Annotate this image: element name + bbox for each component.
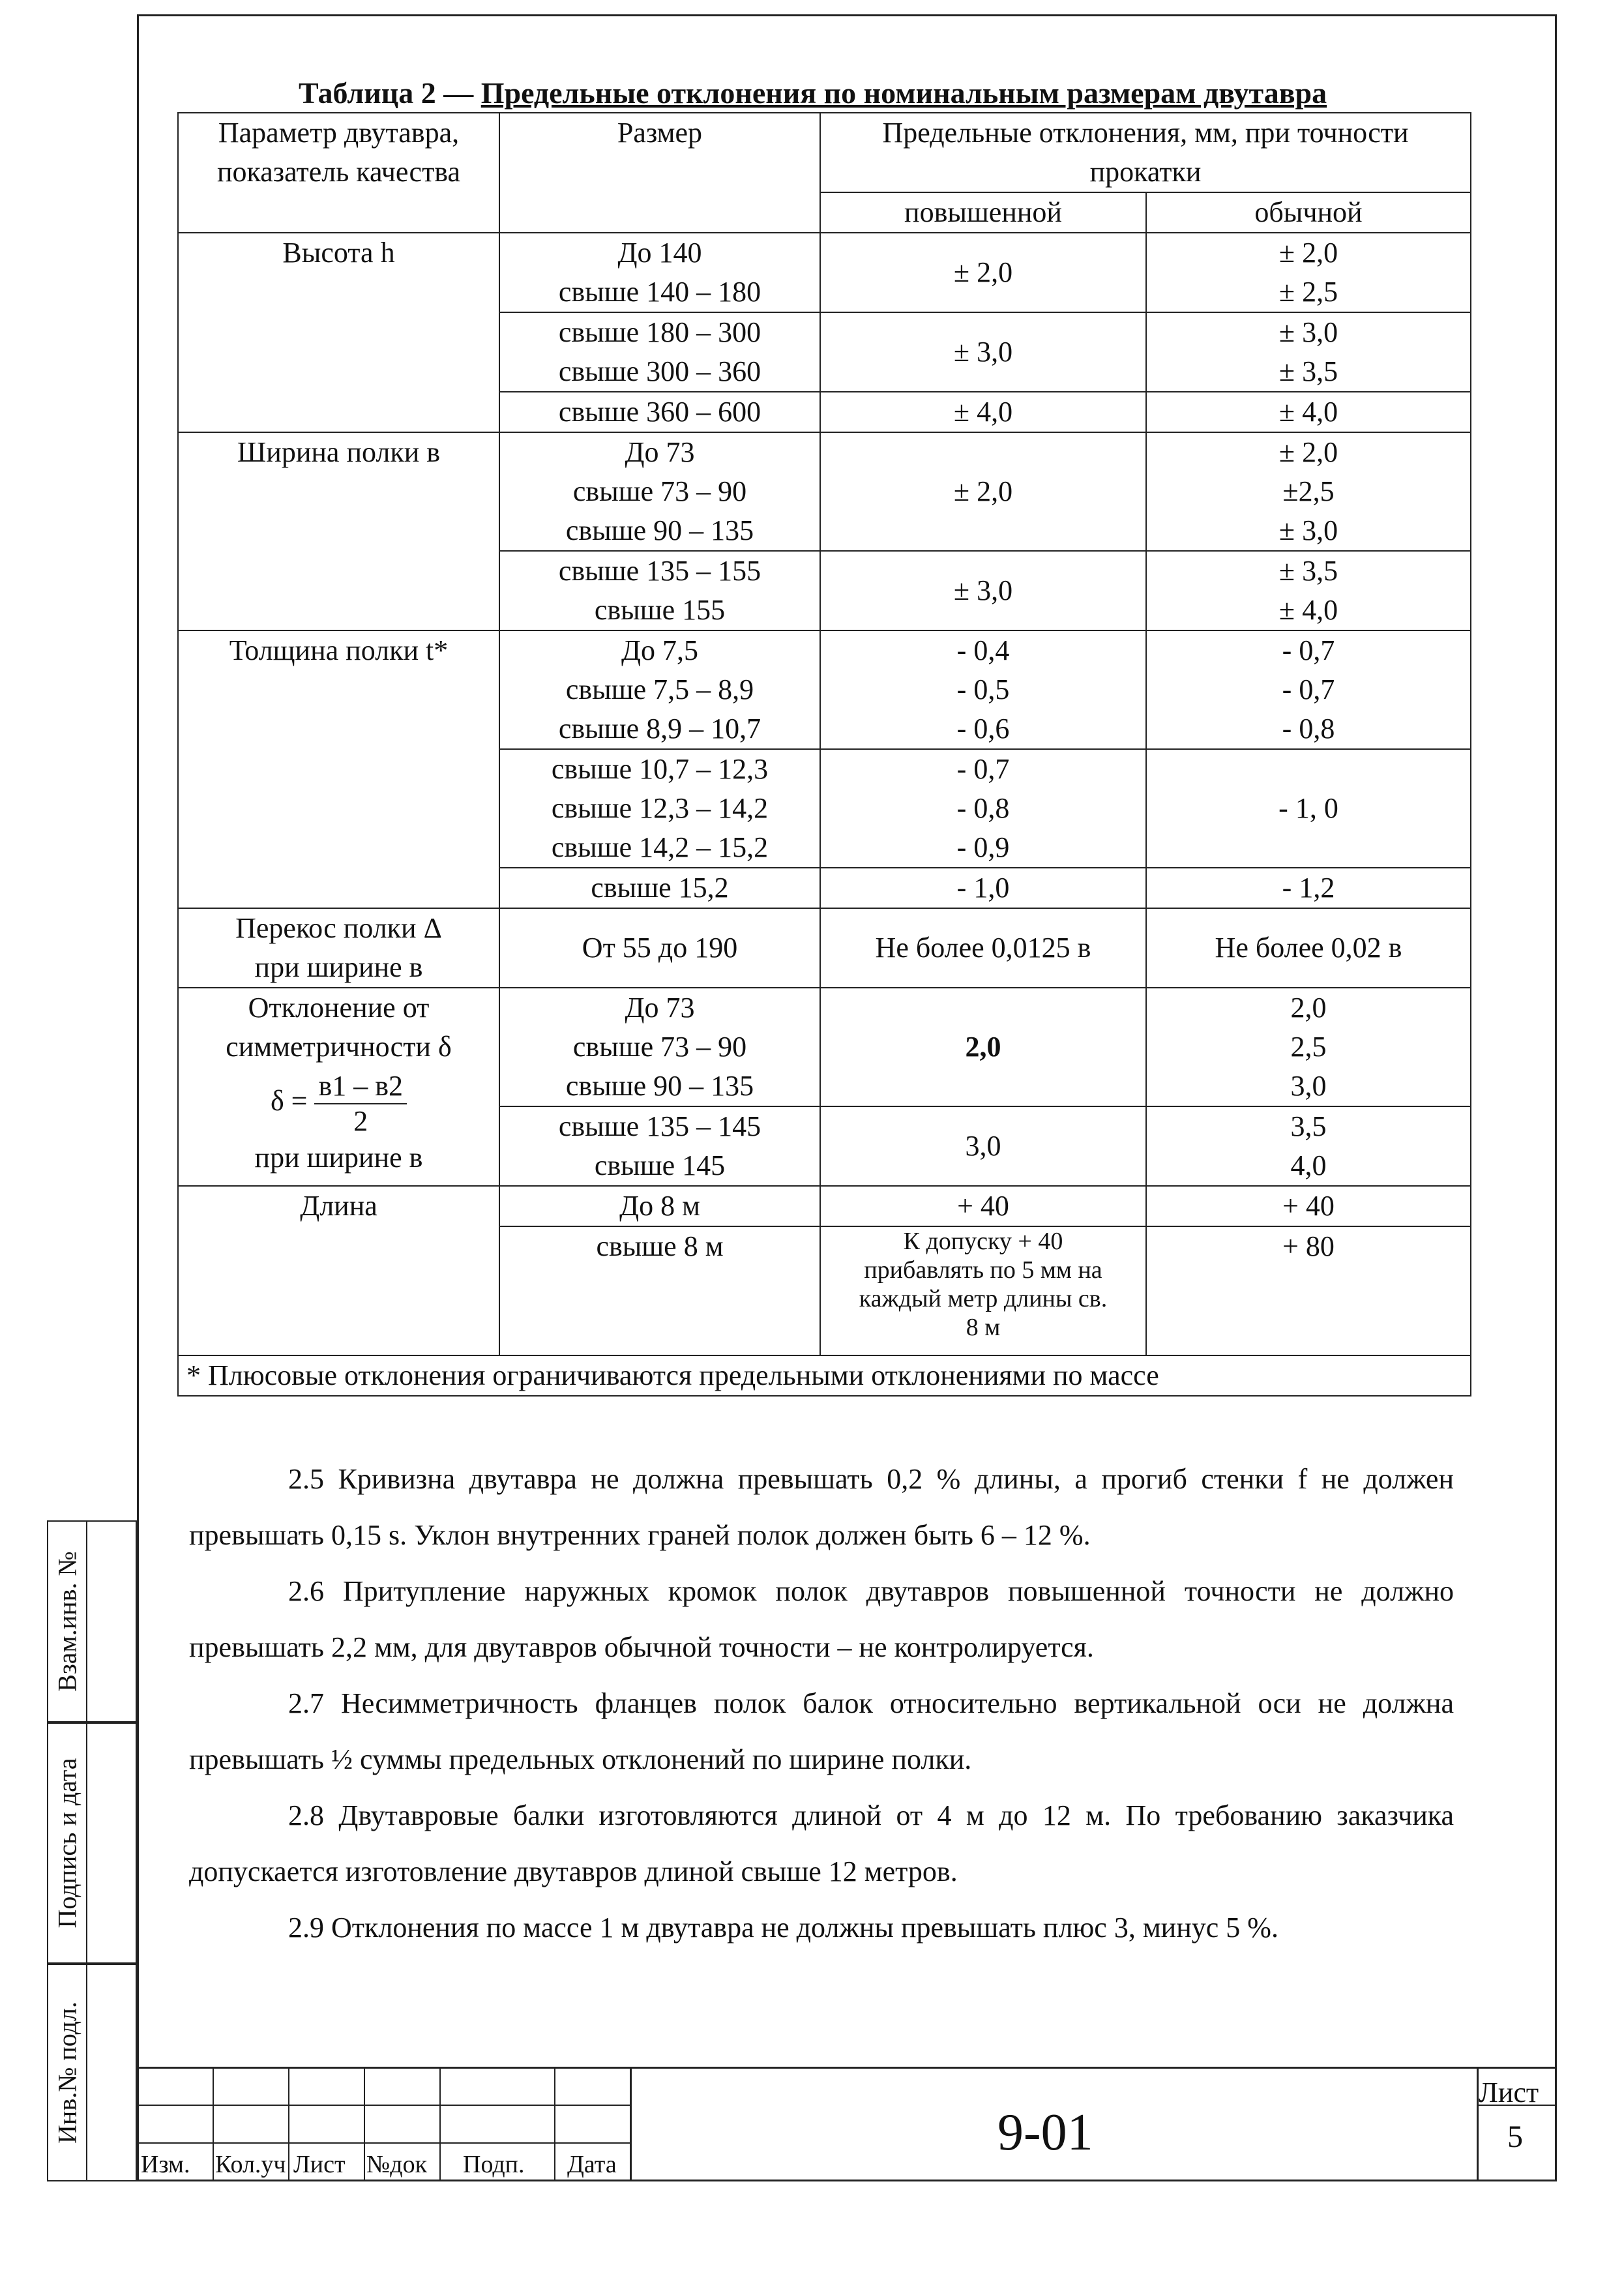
param-length: Длина bbox=[178, 1186, 499, 1355]
size-cell: свыше 135 – 155 свыше 155 bbox=[499, 551, 820, 630]
param-symmetry: Отклонение от симметричности δ δ = $\frac{в1 - в2}{2}$ при ширине в bbox=[178, 988, 499, 1186]
size-cell: До 140 свыше 140 – 180 bbox=[499, 233, 820, 312]
high-cell: + 40 bbox=[820, 1186, 1146, 1226]
normal-cell: ± 2,0 ±2,5 ± 3,0 bbox=[1146, 432, 1471, 551]
paragraph: 2.5 Кривизна двутавра не должна превышать 0,2 % длины, а прогиб стенки f не должен превышать 0,15 s. Уклон внутренних граней полок должен быть 6 – 12 %. bbox=[189, 1463, 1454, 1551]
size-cell: До 7,5 свыше 7,5 – 8,9 свыше 8,9 – 10,7 bbox=[499, 630, 820, 749]
body-text bbox=[189, 1451, 1454, 1956]
header-size: Размер bbox=[499, 113, 820, 233]
col-label-qty: Кол.уч bbox=[215, 2151, 286, 2178]
table-title: Таблица 2 — Предельные отклонения по номинальным размерам двутавра bbox=[299, 76, 1327, 110]
normal-cell: - 0,7 - 0,7 - 0,8 bbox=[1146, 630, 1471, 749]
high-cell: - 0,4 - 0,5 - 0,6 bbox=[820, 630, 1146, 749]
normal-cell: + 40 bbox=[1146, 1186, 1471, 1226]
paragraph: 2.6 Притупление наружных кромок полок двутавров повышенной точности не должно превышать 2,2 мм, для двутавров обычной точности – не контролируется. bbox=[189, 1575, 1454, 1663]
stamp-label: Взам.инв. № bbox=[52, 1551, 82, 1692]
high-cell: ± 2,0 bbox=[820, 432, 1146, 551]
high-cell: - 1,0 bbox=[820, 868, 1146, 908]
header-param: Параметр двутавра, показатель качества bbox=[178, 113, 499, 233]
col-label-change: Изм. bbox=[141, 2151, 190, 2178]
sheet-number: 5 bbox=[1507, 2120, 1523, 2154]
normal-cell: ± 3,0 ± 3,5 bbox=[1146, 312, 1471, 392]
size-cell: свыше 360 – 600 bbox=[499, 392, 820, 432]
size-cell: свыше 10,7 – 12,3 свыше 12,3 – 14,2 свыше 14,2 – 15,2 bbox=[499, 749, 820, 868]
header-normal-precision: обычной bbox=[1146, 192, 1471, 233]
size-cell: До 73 свыше 73 – 90 свыше 90 – 135 bbox=[499, 988, 820, 1106]
high-cell: ± 4,0 bbox=[820, 392, 1146, 432]
stamp-original-inv bbox=[47, 1964, 137, 2181]
table-header-row bbox=[178, 113, 1471, 192]
high-cell: 3,0 bbox=[820, 1106, 1146, 1186]
normal-cell: - 1, 0 bbox=[1146, 749, 1471, 868]
high-cell: ± 3,0 bbox=[820, 312, 1146, 392]
normal-cell: ± 4,0 bbox=[1146, 392, 1471, 432]
normal-cell: Не более 0,02 в bbox=[1146, 908, 1471, 988]
header-high-precision: повышенной bbox=[820, 192, 1146, 233]
table-footnote-row bbox=[178, 1355, 1471, 1396]
size-cell: свыше 15,2 bbox=[499, 868, 820, 908]
stamp-label: Инв.№ подл. bbox=[52, 2002, 82, 2144]
size-cell: свыше 8 м bbox=[499, 1226, 820, 1355]
table-row bbox=[178, 630, 1471, 749]
high-cell: К допуску + 40 прибавлять по 5 мм на каждый метр длины св. 8 м bbox=[820, 1226, 1146, 1355]
high-cell: ± 2,0 bbox=[820, 233, 1146, 312]
param-flange-width: Ширина полки в bbox=[178, 432, 499, 630]
size-cell: свыше 180 – 300 свыше 300 – 360 bbox=[499, 312, 820, 392]
symmetry-formula: δ = $\frac{в1 - в2}{2}$ bbox=[179, 1069, 499, 1138]
table-row bbox=[178, 432, 1471, 551]
table-row bbox=[178, 233, 1471, 312]
col-label-docnum: №док bbox=[366, 2151, 428, 2178]
normal-cell: ± 3,5 ± 4,0 bbox=[1146, 551, 1471, 630]
normal-cell: 2,0 2,5 3,0 bbox=[1146, 988, 1471, 1106]
title-block bbox=[137, 2067, 1557, 2181]
high-cell: ± 3,0 bbox=[820, 551, 1146, 630]
stamp-signature-date bbox=[47, 1722, 137, 1964]
normal-cell: ± 2,0 ± 2,5 bbox=[1146, 233, 1471, 312]
paragraph: 2.8 Двутавровые балки изготовляются длиной от 4 м до 12 м. По требованию заказчика допускается изготовление двутавров длиной свыше 12 метров. bbox=[189, 1799, 1454, 1887]
paragraph: 2.7 Несимметричность фланцев полок балок относительно вертикальной оси не должна превышать ½ суммы предельных отклонений по ширине полки. bbox=[189, 1687, 1454, 1775]
table-row bbox=[178, 1186, 1471, 1226]
document-code: 9-01 bbox=[997, 2104, 1093, 2161]
col-label-sign: Подп. bbox=[463, 2151, 525, 2178]
table-footnote: * Плюсовые отклонения ограничиваются предельными отклонениями по массе bbox=[178, 1355, 1471, 1396]
param-height: Высота h bbox=[178, 233, 499, 432]
param-flange-thickness: Толщина полки t* bbox=[178, 630, 499, 908]
stamp-label: Подпись и дата bbox=[52, 1758, 82, 1929]
table-row bbox=[178, 908, 1471, 988]
col-label-sheet: Лист bbox=[293, 2151, 346, 2178]
high-cell: Не более 0,0125 в bbox=[820, 908, 1146, 988]
high-cell: 2,0 bbox=[820, 988, 1146, 1106]
col-label-date: Дата bbox=[567, 2151, 617, 2178]
normal-cell: - 1,2 bbox=[1146, 868, 1471, 908]
stamp-replacement-inv bbox=[47, 1520, 137, 1722]
normal-cell: 3,5 4,0 bbox=[1146, 1106, 1471, 1186]
size-cell: До 73 свыше 73 – 90 свыше 90 – 135 bbox=[499, 432, 820, 551]
paragraph: 2.9 Отклонения по массе 1 м двутавра не должны превышать плюс 3, минус 5 %. bbox=[288, 1912, 1278, 1944]
size-cell: От 55 до 190 bbox=[499, 908, 820, 988]
header-deviation: Предельные отклонения, мм, при точности прокатки bbox=[820, 113, 1471, 192]
sheet-label: Лист bbox=[1479, 2077, 1539, 2108]
deviations-table bbox=[177, 112, 1471, 1397]
normal-cell: + 80 bbox=[1146, 1226, 1471, 1355]
size-cell: свыше 135 – 145 свыше 145 bbox=[499, 1106, 820, 1186]
high-cell: - 0,7 - 0,8 - 0,9 bbox=[820, 749, 1146, 868]
size-cell: До 8 м bbox=[499, 1186, 820, 1226]
table-row bbox=[178, 988, 1471, 1106]
param-flange-skew: Перекос полки Δ при ширине в bbox=[178, 908, 499, 988]
